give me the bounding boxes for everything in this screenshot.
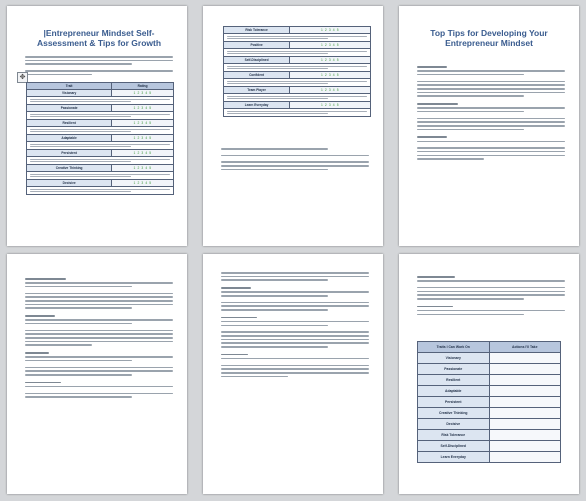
trait-cell: Positive	[224, 42, 290, 49]
action-cell[interactable]	[489, 430, 561, 441]
trait-description	[27, 157, 174, 165]
trait-cell: Adaptable	[27, 135, 112, 142]
column-header-actions: Actions I'll Take	[489, 342, 561, 353]
trait-description	[224, 79, 371, 87]
trait-cell: Self-Disciplined	[224, 57, 290, 64]
trait-cell: Risk Tolerance	[418, 430, 490, 441]
body-text	[221, 148, 369, 172]
rating-cell[interactable]: 1 2 3 4 5	[290, 57, 371, 64]
action-cell[interactable]	[489, 364, 561, 375]
document-page-3	[399, 6, 579, 246]
page-title: Top Tips for Developing Your Entrepreneur Mindset	[430, 28, 548, 48]
trait-cell: Confident	[224, 72, 290, 79]
action-plan-table	[417, 341, 561, 463]
document-page-4	[7, 254, 187, 494]
body-text	[221, 272, 369, 379]
column-header-rating: Rating	[112, 83, 174, 90]
trait-description	[27, 142, 174, 150]
trait-description	[27, 112, 174, 120]
rating-cell[interactable]: 1 2 3 4 5	[112, 180, 174, 187]
action-cell[interactable]	[489, 353, 561, 364]
trait-description	[224, 109, 371, 117]
trait-cell: Decisive	[418, 419, 490, 430]
column-header-trait: Trait	[27, 83, 112, 90]
body-text	[417, 276, 565, 317]
trait-cell: Persistent	[27, 150, 112, 157]
action-cell[interactable]	[489, 441, 561, 452]
trait-cell: Creative Thinking	[27, 165, 112, 172]
trait-description	[224, 64, 371, 72]
trait-description	[224, 49, 371, 57]
trait-cell: Risk Tolerance	[224, 27, 290, 34]
rating-cell[interactable]: 1 2 3 4 5	[112, 90, 174, 97]
trait-cell: Persistent	[418, 397, 490, 408]
rating-cell[interactable]: 1 2 3 4 5	[112, 105, 174, 112]
page-title: |Entrepreneur Mindset Self- Assessment & Tips for Growth	[36, 28, 162, 48]
trait-cell: Team Player	[224, 87, 290, 94]
action-cell[interactable]	[489, 452, 561, 463]
trait-description	[27, 187, 174, 195]
trait-cell: Learn Everyday	[224, 102, 290, 109]
trait-cell: Resilient	[418, 375, 490, 386]
trait-cell: Decisive	[27, 180, 112, 187]
intro-paragraph	[25, 56, 173, 77]
action-cell[interactable]	[489, 386, 561, 397]
trait-cell: Creative Thinking	[418, 408, 490, 419]
rating-cell[interactable]: 1 2 3 4 5	[290, 72, 371, 79]
trait-cell: Adaptable	[418, 386, 490, 397]
trait-description	[27, 172, 174, 180]
trait-description	[27, 127, 174, 135]
trait-cell: Visionary	[27, 90, 112, 97]
action-cell[interactable]	[489, 408, 561, 419]
trait-description	[224, 94, 371, 102]
self-assessment-table-continued	[223, 26, 371, 117]
document-page-6	[399, 254, 579, 494]
rating-cell[interactable]: 1 2 3 4 5	[112, 135, 174, 142]
action-cell[interactable]	[489, 419, 561, 430]
body-text	[25, 278, 173, 400]
column-header-traits: Traits I Can Work On	[418, 342, 490, 353]
document-page-2	[203, 6, 383, 246]
trait-cell: Learn Everyday	[418, 452, 490, 463]
trait-cell: Resilient	[27, 120, 112, 127]
action-cell[interactable]	[489, 375, 561, 386]
rating-cell[interactable]: 1 2 3 4 5	[112, 120, 174, 127]
trait-cell: Visionary	[418, 353, 490, 364]
action-cell[interactable]	[489, 397, 561, 408]
trait-description	[27, 97, 174, 105]
body-text	[417, 66, 565, 162]
document-page-1	[7, 6, 187, 246]
trait-description	[224, 34, 371, 42]
trait-cell: Passionate	[418, 364, 490, 375]
rating-cell[interactable]: 1 2 3 4 5	[290, 87, 371, 94]
rating-cell[interactable]: 1 2 3 4 5	[290, 42, 371, 49]
rating-cell[interactable]: 1 2 3 4 5	[290, 27, 371, 34]
trait-cell: Self-Disciplined	[418, 441, 490, 452]
move-handle-icon[interactable]: ✥	[17, 72, 28, 83]
trait-cell: Passionate	[27, 105, 112, 112]
document-page-5	[203, 254, 383, 494]
rating-cell[interactable]: 1 2 3 4 5	[290, 102, 371, 109]
self-assessment-table	[26, 82, 174, 195]
rating-cell[interactable]: 1 2 3 4 5	[112, 150, 174, 157]
rating-cell[interactable]: 1 2 3 4 5	[112, 165, 174, 172]
